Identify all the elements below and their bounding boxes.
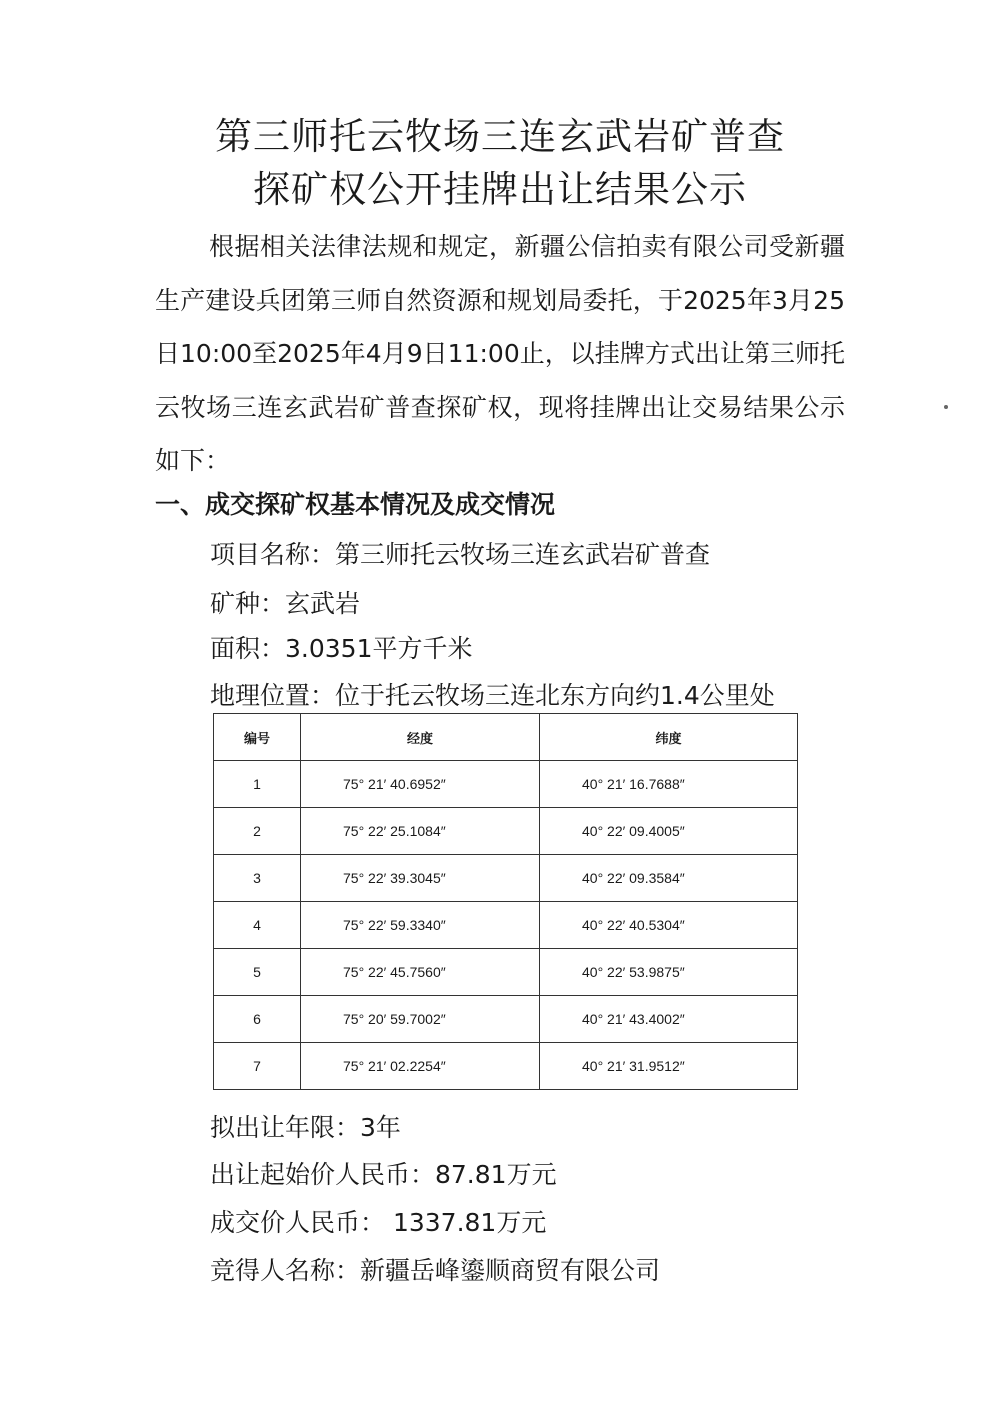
project-name: 项目名称：第三师托云牧场三连玄武岩矿普查	[210, 540, 711, 569]
table-row	[214, 902, 798, 949]
cell-latitude: 40° 21′ 31.9512″	[540, 1043, 798, 1090]
table-row	[214, 808, 798, 855]
cell-number: 7	[214, 1043, 301, 1090]
cell-number: 3	[214, 855, 301, 902]
winning-bidder: 竞得人名称：新疆岳峰鎏顺商贸有限公司	[210, 1256, 661, 1285]
header-number: 编号	[214, 714, 301, 761]
header-longitude: 经度	[301, 714, 540, 761]
section-heading: 一、成交探矿权基本情况及成交情况	[155, 490, 556, 519]
cell-latitude: 40° 21′ 16.7688″	[540, 761, 798, 808]
cell-latitude: 40° 21′ 43.4002″	[540, 996, 798, 1043]
location: 地理位置：位于托云牧场三连北东方向约1.4公里处	[210, 681, 775, 710]
cell-number: 5	[214, 949, 301, 996]
scan-speck	[944, 405, 948, 409]
table-row	[214, 761, 798, 808]
area: 面积：3.0351平方千米	[210, 634, 473, 663]
table-header-row	[214, 714, 798, 761]
cell-longitude: 75° 22′ 59.3340″	[301, 902, 540, 949]
cell-longitude: 75° 21′ 40.6952″	[301, 761, 540, 808]
starting-price: 出让起始价人民币：87.81万元	[210, 1160, 557, 1189]
coordinates-table	[213, 713, 798, 1090]
cell-longitude: 75° 22′ 39.3045″	[301, 855, 540, 902]
table-row	[214, 949, 798, 996]
cell-longitude: 75° 21′ 02.2254″	[301, 1043, 540, 1090]
mineral-type: 矿种：玄武岩	[210, 589, 361, 618]
transfer-term: 拟出让年限：3年	[210, 1113, 401, 1142]
cell-number: 2	[214, 808, 301, 855]
header-latitude: 纬度	[540, 714, 798, 761]
cell-longitude: 75° 20′ 59.7002″	[301, 996, 540, 1043]
cell-latitude: 40° 22′ 09.4005″	[540, 808, 798, 855]
table-row	[214, 855, 798, 902]
cell-latitude: 40° 22′ 53.9875″	[540, 949, 798, 996]
cell-number: 6	[214, 996, 301, 1043]
cell-number: 4	[214, 902, 301, 949]
cell-number: 1	[214, 761, 301, 808]
cell-longitude: 75° 22′ 45.7560″	[301, 949, 540, 996]
table-row	[214, 1043, 798, 1090]
intro-paragraph: 根据相关法律法规和规定，新疆公信拍卖有限公司受新疆生产建设兵团第三师自然资源和规划局委托，于2025年3月25日10:00至2025年4月9日11:00止，以挂牌方式出让第三师托云牧场三连玄武岩矿普查探矿权，现将挂牌出让交易结果公示如下：	[155, 232, 845, 475]
cell-latitude: 40° 22′ 09.3584″	[540, 855, 798, 902]
cell-latitude: 40° 22′ 40.5304″	[540, 902, 798, 949]
document-title-line1: 第三师托云牧场三连玄武岩矿普查	[215, 115, 785, 158]
table-row	[214, 996, 798, 1043]
cell-longitude: 75° 22′ 25.1084″	[301, 808, 540, 855]
document-title-line2: 探矿权公开挂牌出让结果公示	[253, 168, 747, 211]
transaction-price: 成交价人民币： 1337.81万元	[210, 1208, 547, 1237]
